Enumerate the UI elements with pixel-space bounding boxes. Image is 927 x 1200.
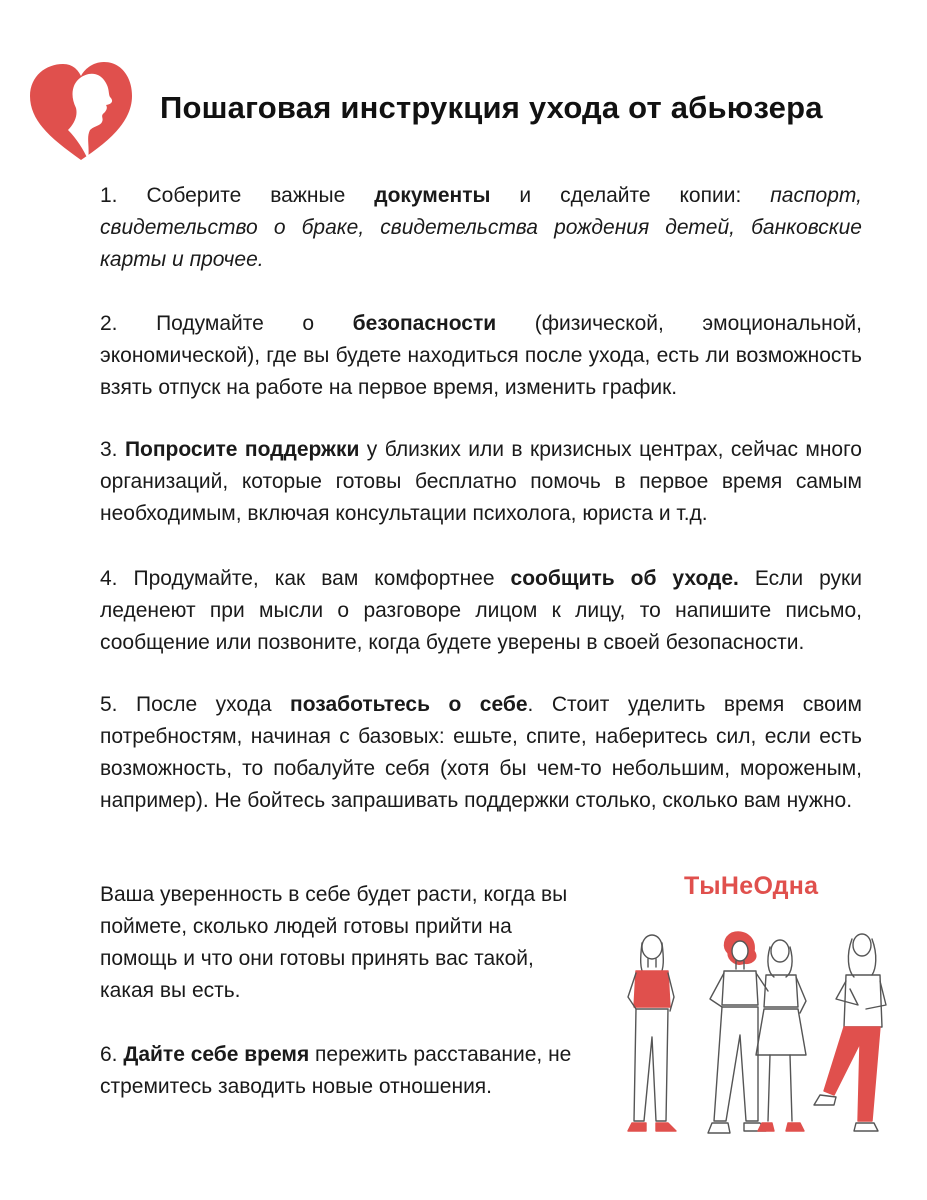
step-text: пережить расставание, не стремитесь заводить новые отношения. <box>100 1043 572 1098</box>
step-text: (физической, эмоциональной, экономической), где вы будете находиться после ухода, есть ли возможность взять отпуск на работе на первое время, изменить график. <box>100 312 862 399</box>
step-examples: паспорт, свидетельство о браке, свидетельства рождения детей, банковские карты и прочее. <box>100 184 862 271</box>
step-keyword: безопасности <box>352 312 497 335</box>
woman-4-figure <box>814 934 886 1131</box>
step-number: 4. <box>100 567 118 590</box>
step-text: Соберите важные <box>146 184 346 207</box>
step-1 <box>100 180 862 276</box>
step-number: 2. <box>100 312 118 335</box>
step-text: После ухода <box>135 693 272 716</box>
four-women-illustration-icon <box>610 925 900 1155</box>
step-text: Подумайте о <box>156 312 315 335</box>
step-4 <box>100 563 862 659</box>
step-2 <box>100 308 862 404</box>
step-number: 6. <box>100 1043 118 1066</box>
step-keyword: позаботьтесь о себе <box>290 693 528 716</box>
woman-3-figure <box>756 940 806 1131</box>
step-number: 3. <box>100 438 118 461</box>
woman-2-figure <box>708 932 768 1133</box>
step-keyword: Дайте себе время <box>123 1043 310 1066</box>
step-keyword: документы <box>374 184 491 207</box>
step-keyword: сообщить об уходе. <box>510 567 739 590</box>
heart-with-woman-profile-icon <box>28 60 134 166</box>
step-text: Если руки леденеют при мысли о разговоре лицом к лицу, то напишите письмо, сообщение или позвоните, когда будете уверены в своей безопасности. <box>100 567 862 654</box>
page-title: Пошаговая инструкция ухода от абьюзера <box>160 90 823 125</box>
step-5 <box>100 689 862 817</box>
step-text: и сделайте копии: <box>519 184 742 207</box>
step-number: 1. <box>100 184 118 207</box>
brand-name: ТыНеОдна <box>684 872 819 900</box>
step-text: . Стоит уделить время своим потребностям, начиная с базовых: ешьте, спите, наберитесь сил, если есть возможность, то побалуйте себя (хотя бы чем-то небольшим, мороженым, например). Не бойтесь запрашивать поддержки столько, сколько вам нужно. <box>100 693 862 812</box>
step-6 <box>100 1039 580 1103</box>
step-text: у близких или в кризисных центрах, сейчас много организаций, которые готовы бесплатно помочь в первое время самым необходимым, включая консультации психолога, юриста и т.д. <box>100 438 862 525</box>
encouragement-note: Ваша уверенность в себе будет расти, когда вы поймете, сколько людей готовы прийти на помощь и что они готовы принять вас такой, какая вы есть. <box>100 883 568 1002</box>
step-text: Продумайте, как вам комфортнее <box>133 567 495 590</box>
woman-1-figure <box>628 935 676 1131</box>
step-3 <box>100 434 862 530</box>
step-number: 5. <box>100 693 118 716</box>
step-keyword: Попросите поддержки <box>124 438 360 461</box>
